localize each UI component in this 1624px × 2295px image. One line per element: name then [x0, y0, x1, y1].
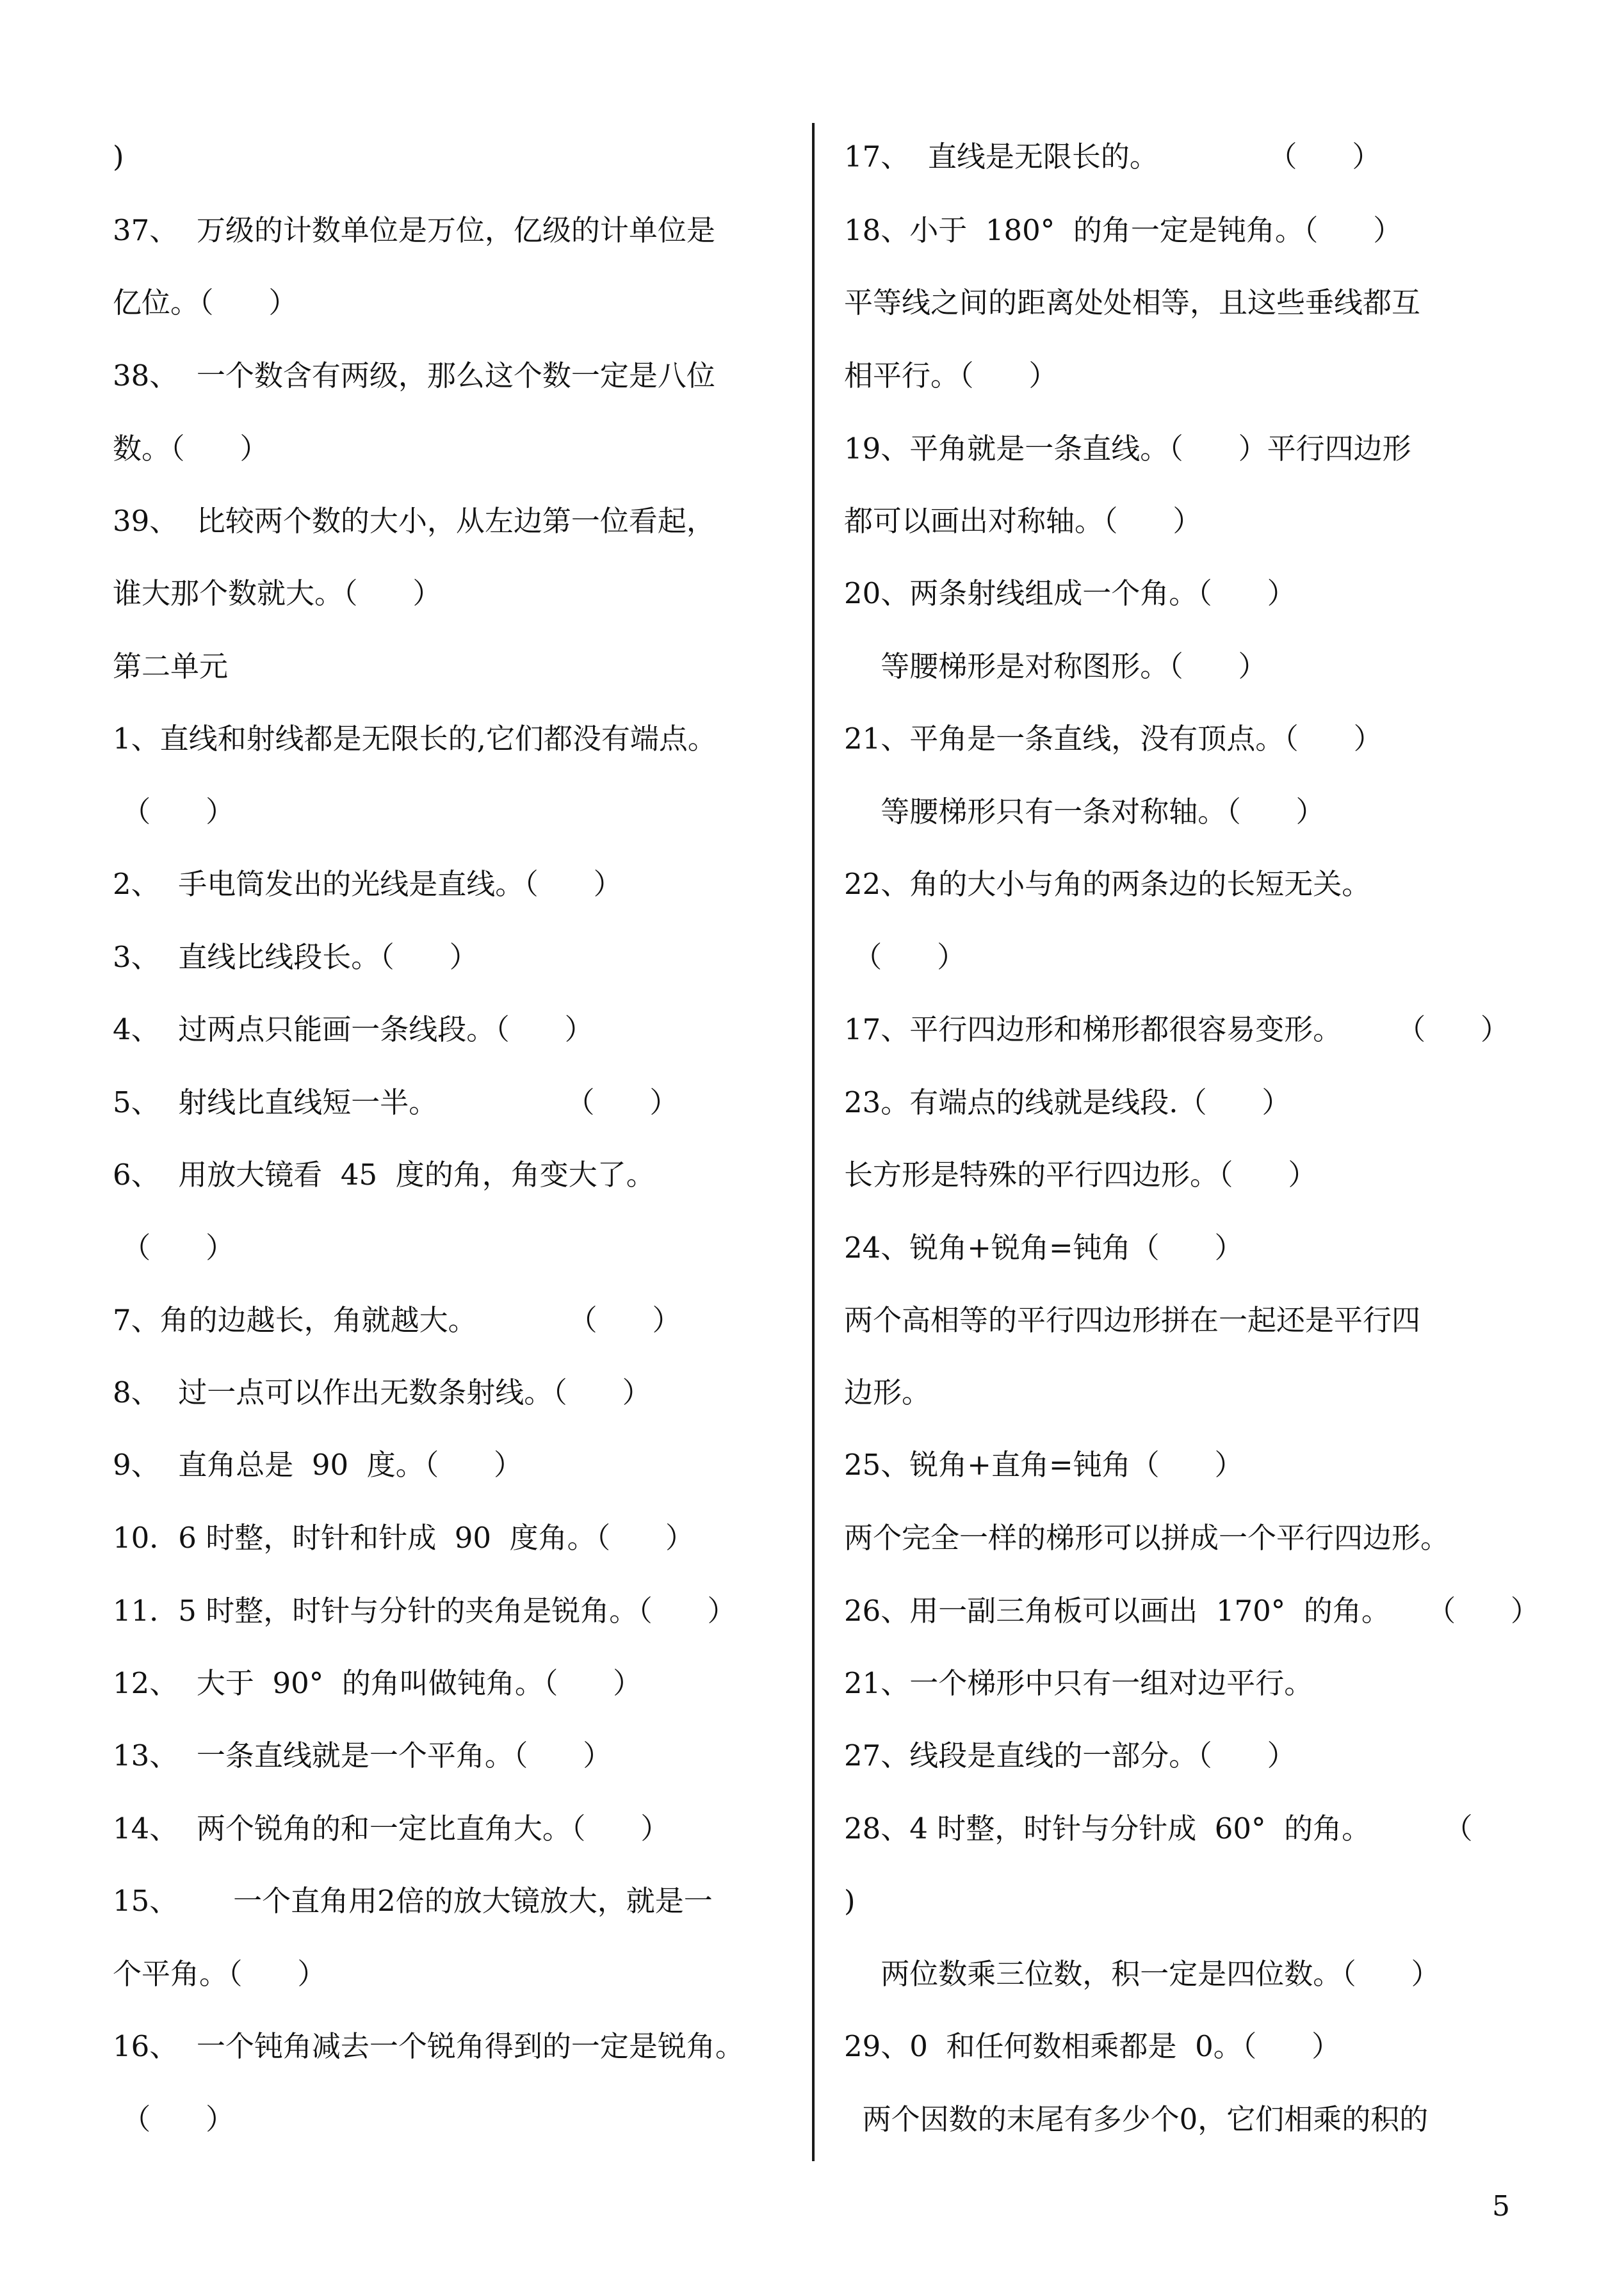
text-line: （ ）	[113, 2102, 235, 2136]
text-line: 6、 用放大镜看 45 度的角，角变大了。	[113, 1158, 655, 1192]
text-line: 数。（ ）	[113, 432, 269, 466]
text-line: 27、线段是直线的一部分。（ ）	[844, 1739, 1296, 1772]
text-line: 7、角的边越长，角就越大。 （ ）	[113, 1303, 681, 1337]
text-line: 12、 大于 90° 的角叫做钝角。（ ）	[113, 1666, 642, 1700]
text-line: 10．6 时整，时针和针成 90 度角。（ ）	[113, 1521, 694, 1555]
text-line: 等腰梯形是对称图形。（ ）	[844, 649, 1267, 683]
text-line: 8、 过一点可以作出无数条射线。（ ）	[113, 1375, 651, 1409]
text-line: 14、 两个锐角的和一定比直角大。（ ）	[113, 1812, 670, 1845]
text-line: （ ）	[113, 795, 235, 829]
text-line: 38、 一个数含有两级，那么这个数一定是八位	[113, 359, 715, 393]
text-line: 29、0 和任何数相乘都是 0。（ ）	[844, 2029, 1341, 2063]
text-line: 18、小于 180° 的角一定是钝角。（ ）	[844, 213, 1402, 247]
text-line: 11．5 时整，时针与分针的夹角是锐角。（ ）	[113, 1594, 736, 1628]
text-line: 19、平角就是一条直线。（ ）平行四边形	[844, 432, 1411, 466]
text-line: （ ）	[844, 940, 966, 974]
text-line: 16、 一个钝角减去一个锐角得到的一定是锐角。	[113, 2029, 744, 2063]
text-line: 谁大那个数就大。（ ）	[113, 576, 442, 610]
text-line: 37、 万级的计数单位是万位，亿级的计单位是	[113, 213, 715, 247]
text-line: 17、 直线是无限长的。 （ ）	[844, 140, 1381, 174]
text-line: 两个高相等的平行四边形拼在一起还是平行四	[844, 1303, 1421, 1337]
text-line: 21、平角是一条直线，没有顶点。（ ）	[844, 722, 1383, 756]
text-line: 13、 一条直线就是一个平角。（ ）	[113, 1739, 612, 1772]
text-line: 9、 直角总是 90 度。（ ）	[113, 1448, 523, 1482]
text-line: 等腰梯形只有一条对称轴。（ ）	[844, 795, 1325, 829]
text-line: 3、 直线比线段长。（ ）	[113, 940, 478, 974]
text-line: 第二单元	[113, 649, 229, 683]
text-line: 都可以画出对称轴。（ ）	[844, 504, 1202, 538]
text-line: 亿位。（ ）	[113, 286, 298, 320]
text-line: 39、 比较两个数的大小，从左边第一位看起，	[113, 504, 715, 538]
text-line: 15、 一个直角用2倍的放大镜放大，就是一	[113, 1884, 713, 1918]
column-divider	[812, 123, 815, 2161]
text-line: 1、直线和射线都是无限长的,它们都没有端点。	[113, 722, 717, 756]
text-line: 21、一个梯形中只有一组对边平行。	[844, 1666, 1313, 1700]
text-line: 边形。	[844, 1375, 931, 1409]
text-line: 26、用一副三角板可以画出 170° 的角。 （ ）	[844, 1594, 1539, 1628]
text-line: 个平角。（ ）	[113, 1957, 327, 1991]
text-line: 22、角的大小与角的两条边的长短无关。	[844, 867, 1371, 901]
text-line: 20、两条射线组成一个角。（ ）	[844, 576, 1296, 610]
text-line: )	[113, 140, 124, 174]
text-line: 2、 手电筒发出的光线是直线。（ ）	[113, 867, 622, 901]
text-line: 23。有端点的线就是线段.（ ）	[844, 1085, 1291, 1119]
text-line: 4、 过两点只能画一条线段。（ ）	[113, 1012, 594, 1046]
text-line: 17、平行四边形和梯形都很容易变形。 （ ）	[844, 1012, 1509, 1046]
text-line: 平等线之间的距离处处相等，且这些垂线都互	[844, 286, 1421, 320]
page-number: 5	[1492, 2190, 1510, 2223]
text-line: 25、锐角+直角=钝角（ ）	[844, 1448, 1244, 1482]
text-line: 5、 射线比直线短一半。 （ ）	[113, 1085, 679, 1119]
text-line: 24、锐角+锐角=钝角（ ）	[844, 1231, 1244, 1265]
text-line: （ ）	[113, 1231, 235, 1265]
text-line: )	[844, 1884, 856, 1918]
text-line: 两个因数的末尾有多少个0，它们相乘的积的	[844, 2102, 1429, 2136]
text-line: 两个完全一样的梯形可以拼成一个平行四边形。	[844, 1521, 1450, 1555]
text-line: 28、4 时整，时针与分针成 60° 的角。 （	[844, 1812, 1473, 1845]
text-line: 两位数乘三位数，积一定是四位数。（ ）	[844, 1957, 1440, 1991]
text-line: 长方形是特殊的平行四边形。（ ）	[844, 1158, 1317, 1192]
text-line: 相平行。（ ）	[844, 359, 1058, 393]
